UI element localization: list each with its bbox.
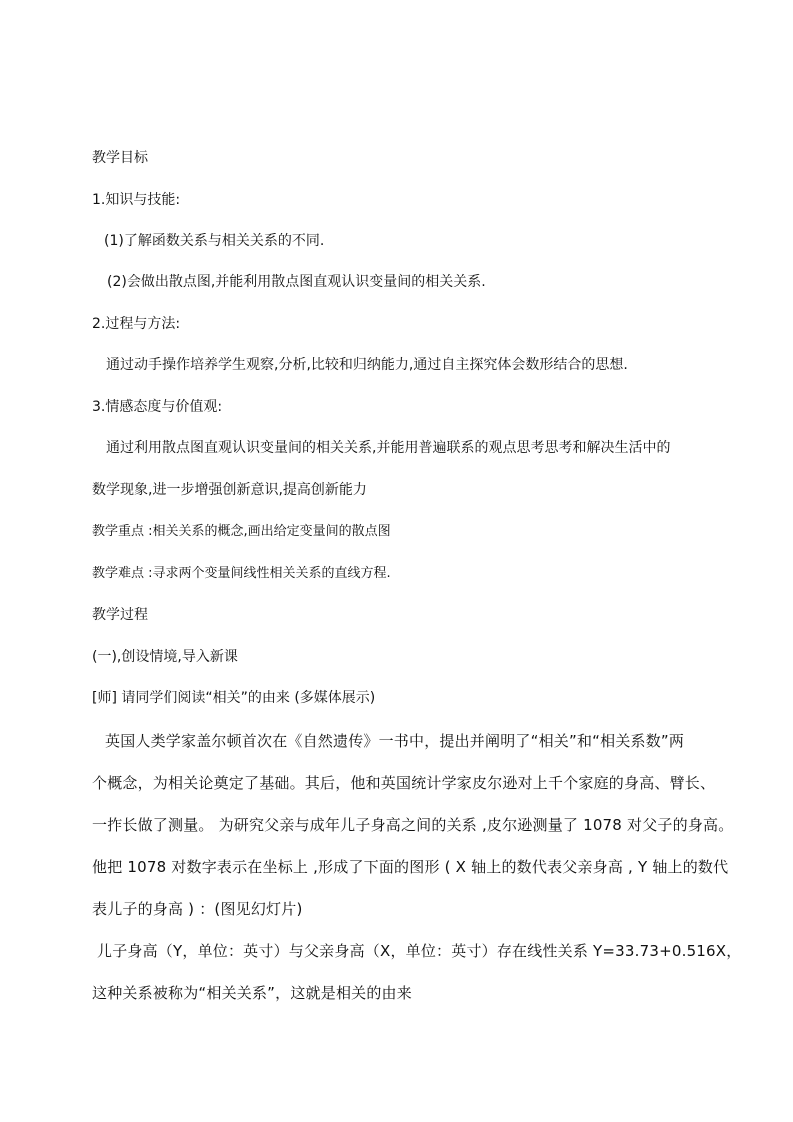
paragraph-1-line-5: 表儿子的身高 ) ：(图见幻灯片) [92, 900, 303, 918]
teacher-instruction: [师] 请同学们阅读“相关”的由来 (多媒体展示) [92, 690, 376, 706]
teaching-key-point: 教学重点 :相关关系的概念,画出给定变量间的散点图 [92, 524, 391, 539]
teaching-process-title: 教学过程 [92, 607, 148, 623]
section-2-heading: 2.过程与方法: [92, 316, 181, 332]
part-1-heading: (一),创设情境,导入新课 [92, 649, 238, 665]
section-3-text-line-1: 通过利用散点图直观认识变量间的相关关系,并能用普遍联系的观点思考思考和解决生活中的 [106, 440, 671, 456]
paragraph-2-line-1: 儿子身高（Y，单位：英寸）与父亲身高（X，单位：英寸）存在线性关系 Y=33.73+0.516X， [97, 942, 742, 960]
paragraph-1-line-4: 他把 1078 对数字表示在坐标上 ,形成了下面的图形 ( X 轴上的数代表父亲身高 , Y 轴上的数代 [92, 858, 729, 876]
paragraph-1-line-1: 英国人类学家盖尔顿首次在《自然遗传》一书中，提出并阐明了“相关”和“相关系数”两 [105, 732, 685, 750]
teaching-goals-title: 教学目标 [92, 150, 148, 166]
section-3-heading: 3.情感态度与价值观: [92, 399, 223, 415]
section-1-item-1: (1)了解函数关系与相关关系的不同. [104, 233, 325, 249]
teaching-difficulty: 教学难点 :寻求两个变量间线性相关关系的直线方程. [92, 566, 391, 581]
paragraph-1-line-2: 个概念，为相关论奠定了基础。其后，他和英国统计学家皮尔逊对上千个家庭的身高、臂长、 [92, 774, 716, 792]
paragraph-1-line-3: 一拃长做了测量。 为研究父亲与成年儿子身高之间的关系 ,皮尔逊测量了 1078 对父子的身高。 [92, 816, 734, 834]
paragraph-2-line-2: 这种关系被称为“相关关系”，这就是相关的由来 [92, 984, 412, 1002]
section-1-item-2: (2)会做出散点图,并能利用散点图直观认识变量间的相关关系. [107, 274, 486, 290]
section-3-text-line-2: 数学现象,进一步增强创新意识,提高创新能力 [92, 482, 367, 498]
section-1-heading: 1.知识与技能: [92, 192, 181, 208]
section-2-text: 通过动手操作培养学生观察,分析,比较和归纳能力,通过自主探究体会数形结合的思想. [106, 357, 628, 373]
